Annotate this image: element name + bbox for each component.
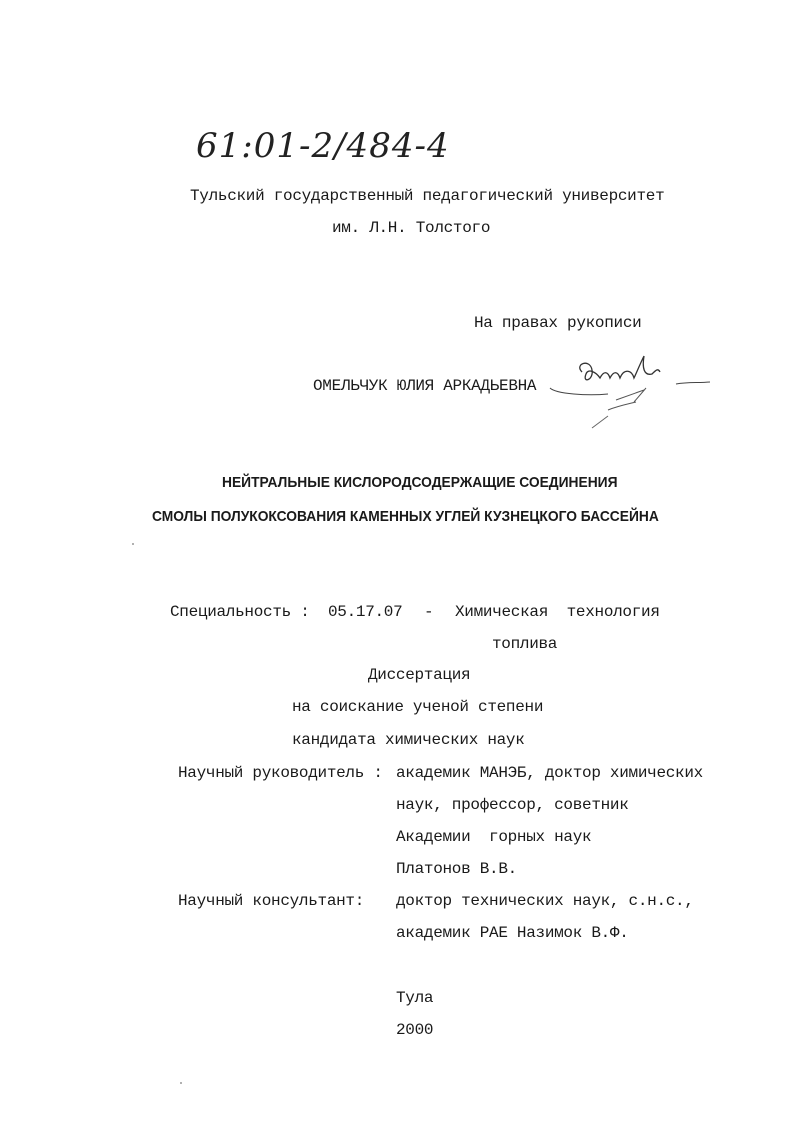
consultant-label: Научный консультант: bbox=[178, 892, 365, 910]
dissertation-title-line-2: СМОЛЫ ПОЛУКОКСОВАНИЯ КАМЕННЫХ УГЛЕЙ КУЗНЕЦКОГО БАССЕЙНА bbox=[152, 508, 659, 525]
consultant-name: академик РАЕ Назимок В.Ф. bbox=[396, 924, 629, 942]
specialty-dash: - bbox=[424, 603, 434, 621]
consultant-line: доктор технических наук, с.н.с., bbox=[396, 892, 694, 910]
year: 2000 bbox=[396, 1021, 434, 1039]
institution-name: Тульский государственный педагогический университет bbox=[190, 187, 665, 205]
supervisor-label: Научный руководитель : bbox=[178, 764, 383, 782]
document-type: Диссертация bbox=[368, 666, 471, 684]
degree-name: кандидата химических наук bbox=[292, 731, 525, 749]
scan-speck bbox=[180, 1082, 182, 1084]
specialty-code: 05.17.07 bbox=[328, 603, 403, 621]
supervisor-name: Платонов В.В. bbox=[396, 860, 517, 878]
specialty-name: Химическая технология bbox=[455, 603, 660, 621]
institution-named-after: им. Л.Н. Толстого bbox=[332, 219, 491, 237]
scan-speck bbox=[132, 543, 134, 545]
specialty-label: Специальность : bbox=[170, 603, 310, 621]
supervisor-line: Академии горных наук bbox=[396, 828, 592, 846]
handwritten-catalog-number: 61:01-2/484-4 bbox=[196, 126, 450, 166]
specialty-name-continued: топлива bbox=[492, 635, 558, 653]
author-signature bbox=[548, 350, 718, 435]
dissertation-title-line-1: НЕЙТРАЛЬНЫЕ КИСЛОРОДСОДЕРЖАЩИЕ СОЕДИНЕНИЯ bbox=[222, 474, 618, 491]
supervisor-line: академик МАНЭБ, доктор химических bbox=[396, 764, 703, 782]
supervisor-line: наук, профессор, советник bbox=[396, 796, 629, 814]
manuscript-rights-note: На правах рукописи bbox=[474, 314, 642, 332]
city: Тула bbox=[396, 989, 434, 1007]
degree-purpose: на соискание ученой степени bbox=[292, 698, 544, 716]
author-name: ОМЕЛЬЧУК ЮЛИЯ АРКАДЬЕВНА bbox=[313, 377, 537, 395]
